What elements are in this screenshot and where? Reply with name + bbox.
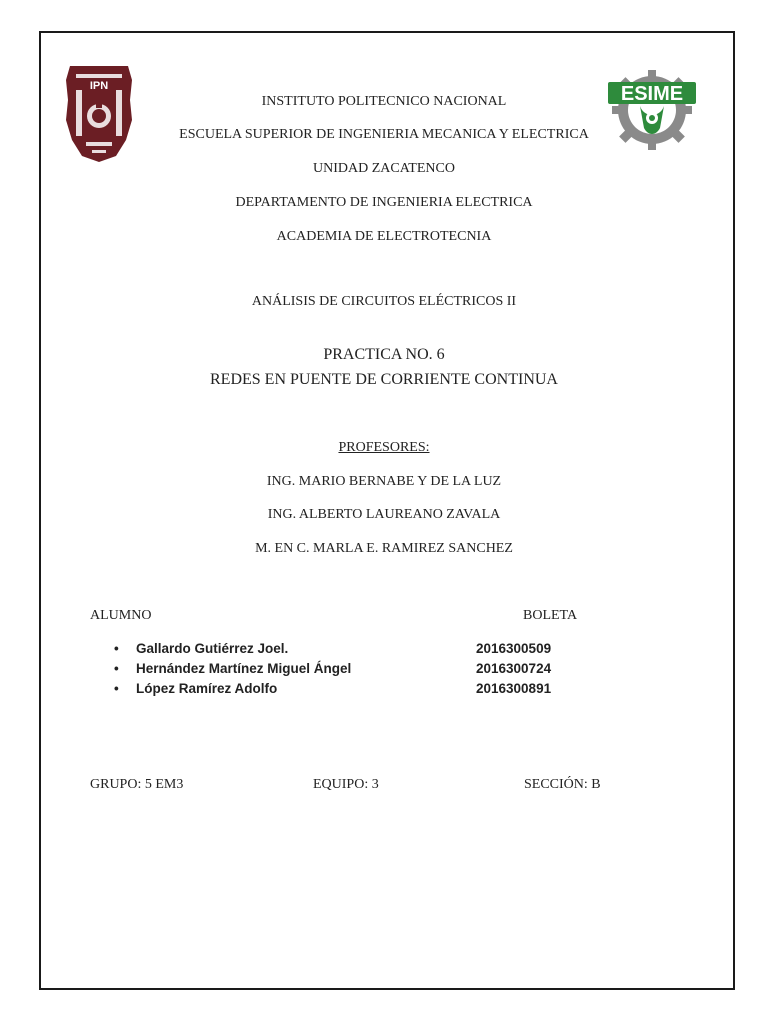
student-row: [114, 641, 594, 659]
professor-name: ING. ALBERTO LAUREANO ZAVALA: [267, 507, 501, 522]
ipn-logo-text: IPN: [89, 80, 109, 92]
group-label: GRUPO: 5 EM3: [90, 777, 184, 792]
student-name: López Ramírez Adolfo: [136, 681, 278, 696]
department-name: DEPARTAMENTO DE INGENIERIA ELECTRICA: [235, 195, 533, 210]
bullet: •: [114, 661, 119, 676]
professor-name: ING. MARIO BERNABE Y DE LA LUZ: [266, 474, 502, 489]
ipn-logo-graphic: [62, 60, 136, 164]
bullet: •: [114, 681, 119, 696]
student-boleta: 2016300891: [476, 681, 552, 696]
student-name: Hernández Martínez Miguel Ángel: [136, 661, 352, 676]
student-boleta: 2016300724: [476, 661, 552, 676]
professor-name: M. EN C. MARLA E. RAMIREZ SANCHEZ: [255, 541, 513, 556]
esime-logo-text: ESIME: [620, 83, 684, 105]
section-label: SECCIÓN: B: [524, 777, 601, 792]
student-boleta: 2016300509: [476, 641, 552, 656]
school-name: ESCUELA SUPERIOR DE INGENIERIA MECANICA Y ELECTRICA: [179, 127, 589, 142]
student-row: [114, 681, 594, 699]
boleta-column-header: BOLETA: [523, 608, 578, 623]
academy-name: ACADEMIA DE ELECTROTECNIA: [276, 229, 492, 244]
professors-heading: PROFESORES:: [338, 440, 430, 455]
practice-number: PRACTICA NO. 6: [323, 346, 445, 363]
institution-name: INSTITUTO POLITECNICO NACIONAL: [261, 94, 507, 109]
practice-title: REDES EN PUENTE DE CORRIENTE CONTINUA: [210, 371, 558, 388]
student-column-header: ALUMNO: [90, 608, 152, 623]
bullet: •: [114, 641, 119, 656]
course-name: ANÁLISIS DE CIRCUITOS ELÉCTRICOS II: [251, 294, 517, 309]
unit-name: UNIDAD ZACATENCO: [313, 161, 455, 176]
team-label: EQUIPO: 3: [313, 777, 379, 792]
student-row: [114, 661, 594, 679]
student-name: Gallardo Gutiérrez Joel.: [136, 641, 289, 656]
ipn-logo: [62, 60, 136, 164]
